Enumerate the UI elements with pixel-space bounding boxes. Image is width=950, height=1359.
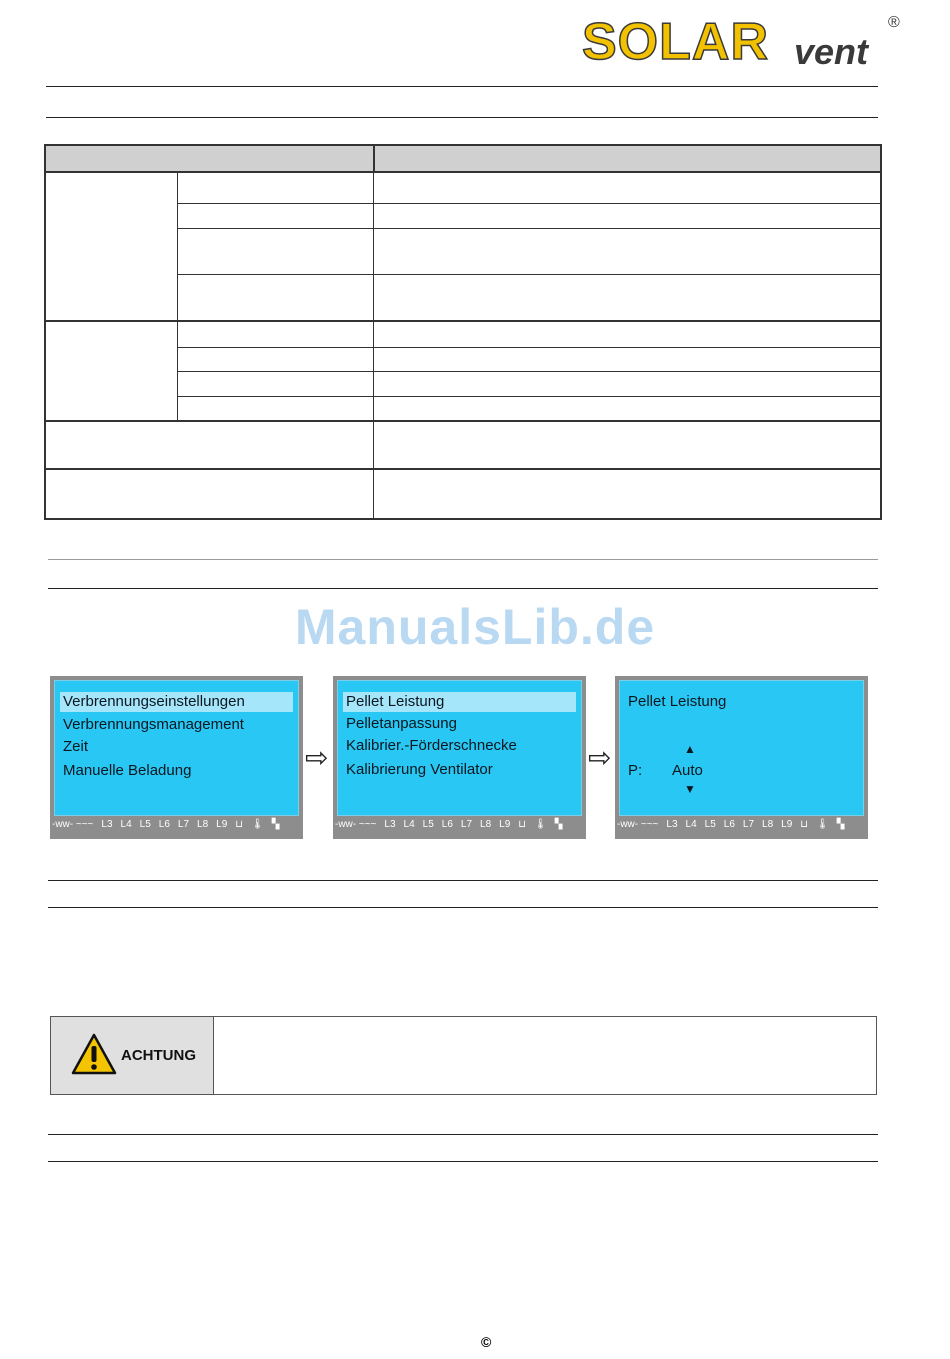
menu-item[interactable]: Kalibrier.-Förderschnecke xyxy=(346,737,517,754)
tap-icon: ▚ xyxy=(554,819,563,830)
status-label: L8 xyxy=(197,819,209,830)
table-cell xyxy=(178,173,374,204)
heater-icon: -ww- ~~~ xyxy=(617,819,659,830)
status-label: L4 xyxy=(120,819,132,830)
status-label: L7 xyxy=(742,819,755,830)
table-header-cell xyxy=(374,144,882,173)
warning-label: ACHTUNG xyxy=(121,1047,196,1064)
table-cell xyxy=(178,397,374,422)
status-bar xyxy=(335,819,584,837)
parameter-table xyxy=(44,144,882,520)
table-cell xyxy=(374,204,882,229)
logo-registered-mark: ® xyxy=(888,14,900,31)
warning-label-cell xyxy=(51,1017,214,1094)
table-cell xyxy=(374,348,882,372)
divider xyxy=(48,1134,878,1135)
divider xyxy=(48,907,878,908)
watermark: ManualsLib.de xyxy=(294,599,656,655)
menu-item[interactable]: Verbrennungsmanagement xyxy=(63,716,244,733)
thermometer-icon: 🌡 xyxy=(816,819,829,830)
table-header-cell xyxy=(44,144,374,173)
warning-icon xyxy=(71,1033,117,1075)
param-label: P: xyxy=(628,762,643,779)
screen-title: Pellet Leistung xyxy=(628,693,727,710)
table-cell xyxy=(374,422,882,470)
table-cell xyxy=(178,204,374,229)
heater-icon: -ww- ~~~ xyxy=(52,819,94,830)
status-label: L9 xyxy=(216,819,228,830)
status-label: L6 xyxy=(723,819,735,830)
divider xyxy=(48,1161,878,1162)
display-screen-main-menu xyxy=(50,676,303,839)
status-bar xyxy=(52,819,301,837)
divider xyxy=(48,559,878,560)
status-label: L3 xyxy=(101,819,113,830)
tap-icon: ▚ xyxy=(836,819,845,830)
display-screen-combustion-settings xyxy=(333,676,586,839)
status-bar xyxy=(617,819,866,837)
lcd-panel xyxy=(619,680,864,816)
heater-icon: -ww- ~~~ xyxy=(335,819,377,830)
status-label: L3 xyxy=(666,819,678,830)
table-cell xyxy=(178,322,374,348)
status-label: L8 xyxy=(480,819,492,830)
tank-icon: ⊔ xyxy=(800,819,809,830)
tank-icon: ⊔ xyxy=(235,819,244,830)
lcd-panel xyxy=(54,680,299,816)
thermometer-icon: 🌡 xyxy=(251,819,264,830)
tap-icon: ▚ xyxy=(271,819,280,830)
table-cell xyxy=(44,422,374,470)
status-label: L9 xyxy=(499,819,511,830)
table-cell xyxy=(178,348,374,372)
status-label: L4 xyxy=(403,819,415,830)
tank-icon: ⊔ xyxy=(518,819,527,830)
arrow-right-icon: ⇨ xyxy=(588,742,612,773)
copyright-mark: © xyxy=(481,1334,492,1350)
status-label: L8 xyxy=(762,819,774,830)
table-cell xyxy=(178,372,374,397)
menu-item[interactable]: Zeit xyxy=(63,738,89,755)
logo-solar-text: SOLAR xyxy=(582,13,769,71)
param-value[interactable]: Auto xyxy=(672,762,703,779)
divider xyxy=(46,86,878,87)
table-cell xyxy=(178,275,374,322)
status-label: L5 xyxy=(139,819,151,830)
table-cell xyxy=(374,229,882,275)
status-label: L5 xyxy=(422,819,434,830)
table-cell xyxy=(374,322,882,348)
table-cell xyxy=(374,372,882,397)
table-cell xyxy=(374,275,882,322)
table-group-cell xyxy=(44,322,178,422)
arrow-down-icon[interactable]: ▼ xyxy=(684,782,696,796)
thermometer-icon: 🌡 xyxy=(534,819,547,830)
logo-vent-text: vent xyxy=(794,31,869,72)
menu-item[interactable]: Kalibrierung Ventilator xyxy=(346,761,493,778)
menu-item[interactable]: Pellet Leistung xyxy=(346,693,445,710)
table-cell xyxy=(374,173,882,204)
status-label: L7 xyxy=(460,819,473,830)
table-cell xyxy=(374,397,882,422)
lcd-panel xyxy=(337,680,582,816)
divider xyxy=(48,880,878,881)
arrow-right-icon: ⇨ xyxy=(305,742,329,773)
display-screen-pellet-power xyxy=(615,676,868,839)
status-label: L3 xyxy=(384,819,396,830)
warning-box xyxy=(50,1016,877,1095)
menu-item[interactable]: Verbrennungseinstellungen xyxy=(63,693,245,710)
divider xyxy=(46,117,878,118)
menu-item[interactable]: Manuelle Beladung xyxy=(63,762,192,779)
divider xyxy=(48,588,878,589)
table-cell xyxy=(178,229,374,275)
table-cell xyxy=(374,470,882,520)
status-label: L7 xyxy=(177,819,190,830)
menu-item[interactable]: Pelletanpassung xyxy=(346,715,457,732)
status-label: L6 xyxy=(441,819,453,830)
arrow-up-icon[interactable]: ▲ xyxy=(684,742,696,756)
status-label: L5 xyxy=(704,819,716,830)
table-group-cell xyxy=(44,173,178,322)
status-label: L6 xyxy=(158,819,170,830)
table-cell xyxy=(44,470,374,520)
status-label: L9 xyxy=(781,819,793,830)
brand-logo xyxy=(582,14,912,74)
status-label: L4 xyxy=(685,819,697,830)
